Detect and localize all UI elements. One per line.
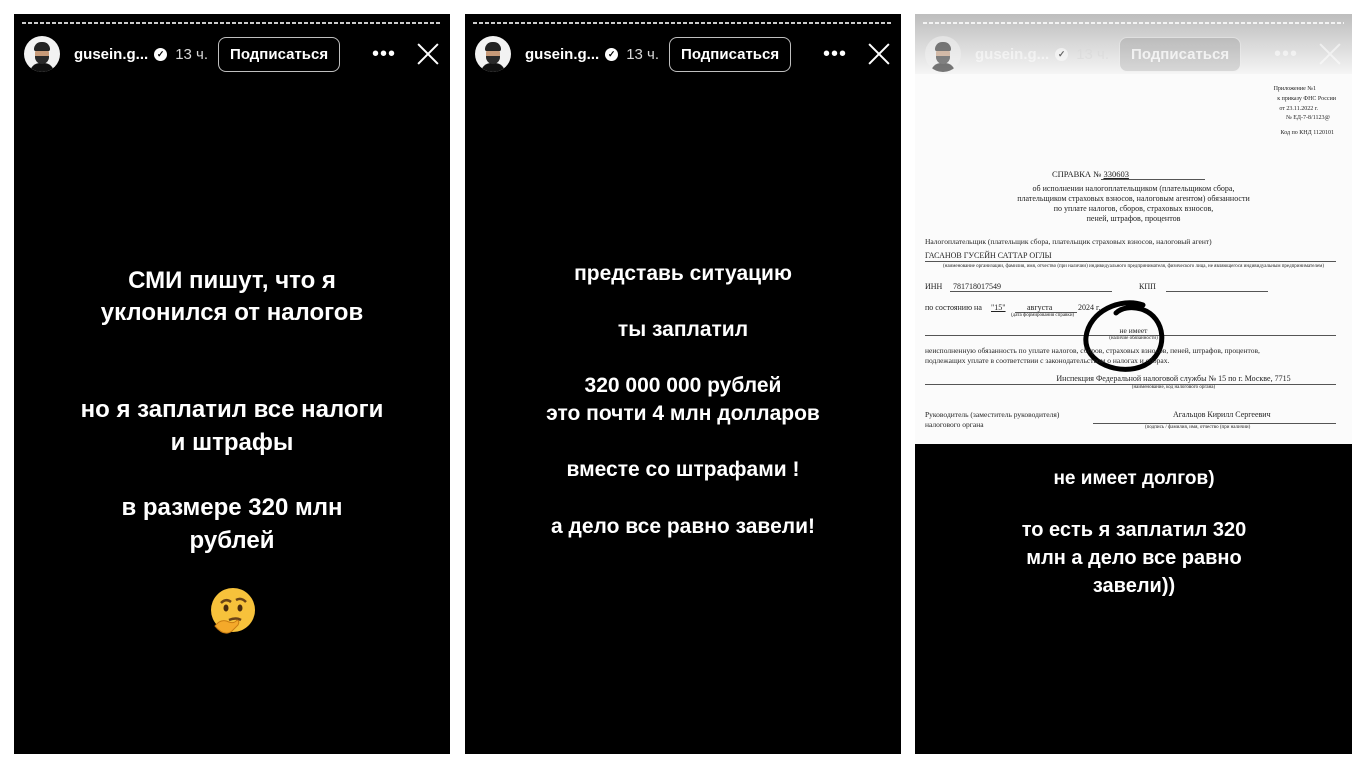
subscribe-button[interactable]: Подписаться	[1119, 37, 1241, 72]
inspection-hint: (наименование, код налогового органа)	[1131, 385, 1216, 390]
date-hint: (дата формирования справки)	[1011, 313, 1075, 318]
kpp-label: КПП	[1139, 282, 1156, 291]
close-icon[interactable]	[1318, 42, 1342, 66]
progress-bar	[473, 22, 893, 24]
taxpayer-name: ГАСАНОВ ГУСЕЙН САТТАР ОГЛЫ	[925, 251, 1052, 260]
caption-line: млн а дело все равно	[1001, 544, 1267, 574]
certificate-title	[1052, 169, 1199, 179]
date-day: "15"	[991, 303, 1006, 312]
story-text-line: в размере 320 млн	[121, 494, 343, 521]
story-text-line: представь ситуацию	[574, 262, 792, 285]
avatar[interactable]	[925, 36, 961, 72]
story-text-line: 320 000 000 рублей	[584, 374, 782, 397]
obligation-text: подлежащих уплате в соответствии с законодательством о налогах и сборах.	[925, 356, 1170, 365]
certificate-subtitle: об исполнении налогоплательщиком (плательщиком сбора,	[1032, 184, 1235, 193]
more-options-icon[interactable]: •••	[1273, 42, 1298, 65]
head-name: Агальцов Кирилл Сергеевич	[1173, 410, 1271, 419]
appendix-line: № ЕД-7-8/1123@	[1286, 115, 1330, 121]
certificate-subtitle: пеней, штрафов, процентов	[1086, 214, 1181, 223]
progress-bar	[22, 22, 442, 24]
date-year: 2024 г.	[1078, 303, 1101, 312]
story-text-line: а дело все равно завели!	[551, 515, 815, 538]
subscribe-button[interactable]: Подписаться	[218, 37, 340, 72]
certificate-number: 330603	[1103, 169, 1129, 179]
caption-line: то есть я заплатил 320	[999, 516, 1269, 546]
appendix-line: Приложение №1	[1273, 86, 1316, 92]
tax-certificate-document	[915, 14, 1352, 444]
close-icon[interactable]	[416, 42, 440, 66]
head-hint: (подпись / фамилия, имя, отчество (при наличии)	[1145, 425, 1251, 430]
story-header	[925, 36, 1342, 72]
appendix-line: Код по КНД 1120101	[1280, 130, 1334, 136]
thinking-face-icon	[207, 586, 259, 638]
appendix-line: к приказу ФНС России	[1277, 96, 1336, 102]
username[interactable]: gusein.g...	[975, 45, 1050, 63]
timestamp: 13 ч.	[175, 45, 209, 63]
close-icon[interactable]	[867, 42, 891, 66]
story-text-line: это почти 4 млн долларов	[546, 402, 820, 425]
more-options-icon[interactable]: •••	[371, 42, 396, 65]
obligation-status: не имеет	[1119, 326, 1148, 335]
story-header	[475, 36, 891, 72]
timestamp: 13 ч.	[626, 45, 660, 63]
caption-no-debts: не имеет долгов)	[1046, 465, 1222, 495]
verified-icon: ✓	[1055, 48, 1068, 61]
taxpayer-hint: (наименование организации, фамилия, имя, отчество (при наличии) индивидуального предпринимателя, физического лица, не являющегося индивидуальным предпринимателем)	[942, 264, 1324, 269]
subscribe-button[interactable]: Подписаться	[669, 37, 791, 72]
progress-bar	[923, 22, 1344, 24]
story-1[interactable]	[14, 14, 450, 754]
username[interactable]: gusein.g...	[525, 45, 600, 63]
inn-label: ИНН	[925, 282, 943, 291]
story-text-line: СМИ пишут, что я	[128, 267, 336, 294]
verified-icon: ✓	[605, 48, 618, 61]
inspection-name: Инспекция Федеральной налоговой службы № 15 по г. Москве, 7715	[1056, 374, 1291, 383]
avatar[interactable]	[475, 36, 511, 72]
story-text-line: вместе со штрафами !	[566, 458, 800, 481]
story-header	[24, 36, 440, 72]
story-text-line: ты заплатил	[617, 318, 749, 341]
hand-drawn-circle	[1081, 297, 1171, 379]
verified-icon: ✓	[154, 48, 167, 61]
story-text-line: уклонился от налогов	[100, 299, 364, 326]
taxpayer-label: Налогоплательщик (плательщик сбора, плательщик страховых взносов, налоговый агент)	[925, 237, 1212, 246]
story-text-line: рублей	[189, 527, 275, 554]
certificate-subtitle: по уплате налогов, сборов, страховых взносов,	[1053, 204, 1214, 213]
certificate-subtitle: плательщиком страховых взносов, налоговым агентом) обязанности	[1017, 194, 1250, 203]
head-label: Руководитель (заместитель руководителя)	[925, 410, 1060, 419]
date-month: августа	[1027, 303, 1053, 312]
story-3[interactable]	[915, 14, 1352, 754]
status-hint: (наличие обязанности)	[1109, 336, 1158, 341]
avatar[interactable]	[24, 36, 60, 72]
certificate-title-prefix: СПРАВКА №	[1052, 169, 1102, 179]
timestamp: 13 ч.	[1076, 45, 1110, 63]
more-options-icon[interactable]: •••	[822, 42, 847, 65]
story-text-line: и штрафы	[170, 429, 294, 456]
appendix-line: от 23.11.2022 г.	[1279, 106, 1318, 112]
obligation-text: неисполненную обязанность по уплате налогов, сборов, страховых взносов, пеней, штрафов, процентов,	[925, 346, 1260, 355]
username[interactable]: gusein.g...	[74, 45, 149, 63]
inn-value: 781718017549	[953, 282, 1001, 291]
story-text-line: но я заплатил все налоги	[80, 396, 384, 423]
head-label: налогового органа	[925, 420, 984, 429]
caption-line: завели))	[1077, 572, 1191, 602]
story-2[interactable]	[465, 14, 901, 754]
date-label: по состоянию на	[925, 303, 982, 312]
